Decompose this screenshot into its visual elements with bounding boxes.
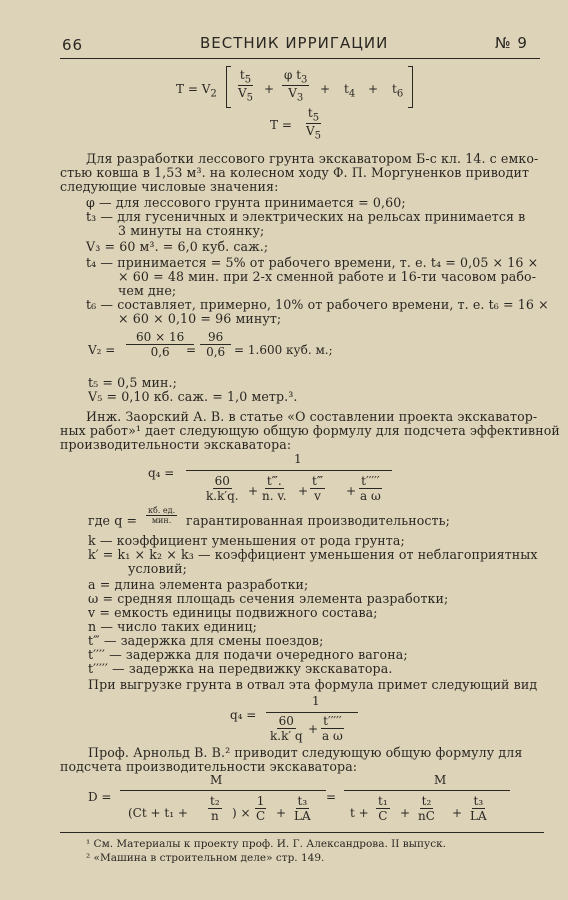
- legend-line: k′ = k₁ × k₂ × k₃ — коэффициент уменьшения от неблагоприятных: [88, 547, 538, 562]
- frac-t-aw: $\frac{t'''''}{\text{a ω}}$: [322, 714, 343, 743]
- left-bracket: [226, 66, 231, 108]
- paragraph-line: производительности экскаватора:: [60, 437, 292, 452]
- equals-sign: =: [326, 790, 337, 804]
- numerator-m: M: [210, 773, 223, 787]
- paragraph-line: Для разработки лессового грунта экскаватором Б-с кл. 14. с емко-: [86, 151, 539, 166]
- legend-line: k — коэффициент уменьшения от рода грунта;: [88, 533, 405, 548]
- page-number: 66: [62, 36, 84, 54]
- frac-t3-la: $\frac{\text{t₃}}{LA}$: [294, 794, 311, 823]
- formula-q4b-lhs: q₄ =: [230, 708, 257, 722]
- left-fraction-bar: [120, 790, 326, 791]
- plus-sign: +: [346, 484, 357, 498]
- value-line: 3 минуты на стоянку;: [118, 223, 265, 238]
- plus-sign: +: [308, 722, 319, 736]
- plus-sign: +: [400, 806, 411, 820]
- legend-line: ω = средняя площадь сечения элемента разработки;: [88, 591, 449, 606]
- frac-60x16: $\frac{60 \times 16}{0,6}$: [126, 330, 194, 359]
- footnote-rule: [60, 832, 544, 833]
- legend-line: t′′′′′ — задержка на передвижку экскаватора.: [88, 661, 393, 676]
- legend-line: v = емкость единицы подвижного состава;: [88, 605, 378, 620]
- frac-1-c: $\frac{1}{C}$: [256, 794, 266, 823]
- journal-title: ВЕСТНИК ИРРИГАЦИИ: [200, 34, 389, 52]
- plus-sign: +: [320, 82, 331, 96]
- plus-sign: +: [264, 82, 275, 96]
- value-line: чем дне;: [118, 283, 177, 298]
- value-line: t₅ = 0,5 мин.;: [88, 375, 177, 390]
- t4-term: $t_4$: [344, 82, 356, 100]
- plus-sign: +: [452, 806, 463, 820]
- frac-t5-v5-simple: $\frac{t_5}{V_5}$: [306, 106, 322, 142]
- issue-number: № 9: [495, 34, 528, 52]
- paragraph-line: ных работ»¹ дает следующую общую формулу для подсчета эффективной: [60, 423, 560, 438]
- right-fraction-bar: [344, 790, 510, 791]
- where-text: гарантированная производительность;: [186, 513, 450, 528]
- times-sign: ) ×: [232, 806, 251, 820]
- plus-sign: +: [276, 806, 287, 820]
- footnote: ¹ См. Материалы к проекту проф. И. Г. Александрова. II выпуск.: [86, 838, 446, 850]
- legend-line: a = длина элемента разработки;: [88, 577, 309, 592]
- frac-t1-c: $\frac{\text{t₁}}{C}$: [378, 794, 388, 823]
- paragraph-line: Инж. Заорский А. В. в статье «О составлении проекта экскаватор-: [86, 409, 538, 424]
- frac-t-aw: $\frac{t'''''}{\text{a ω}}$: [360, 474, 381, 503]
- where-prefix: где q =: [88, 513, 138, 528]
- main-fraction-bar: [266, 712, 358, 713]
- plus-sign: +: [298, 484, 309, 498]
- frac-phi-t3-v3: $\frac{\varphi t_3}{V_3}$: [284, 68, 308, 104]
- legend-line: t′′′′ — задержка для подачи очередного вагона;: [88, 647, 408, 662]
- formula-q4-lhs: q₄ =: [148, 466, 175, 480]
- paragraph-line: При выгрузке грунта в отвал эта формула примет следующий вид: [88, 677, 538, 692]
- frac-60-kkq: $\frac{60}{k.k' q}$: [270, 714, 303, 743]
- frac-t-nv: $\frac{t‴.}{n. v.}$: [262, 474, 287, 503]
- frac-t5-v5: $\frac{t_5}{V_5}$: [238, 68, 254, 104]
- footnote: ² «Машина в строительном деле» стр. 149.: [86, 852, 325, 864]
- formula-t-lhs: $T = V_2$: [176, 82, 217, 100]
- formula-v2-lhs: V₂ =: [88, 343, 116, 357]
- value-line: × 60 × 0,10 = 96 минут;: [118, 311, 282, 326]
- legend-line: t‴ — задержка для смены поездов;: [88, 633, 324, 648]
- main-fraction-bar: [186, 470, 392, 471]
- formula-t2-lhs: T =: [270, 118, 292, 132]
- legend-line: условий;: [128, 561, 187, 576]
- paragraph-line: стью ковша в 1,53 м³. на колесном ходу Ф. П. Моргуненков приводит: [60, 165, 530, 180]
- value-line: V₅ = 0,10 кб. саж. = 1,0 метр.³.: [88, 389, 298, 404]
- header-rule: [60, 58, 540, 59]
- value-line: t₄ — принимается = 5% от рабочего времени, т. е. t₄ = 0,05 × 16 ×: [86, 255, 539, 270]
- t6-term: $t_6$: [392, 82, 404, 100]
- frac-t2-nc: $\frac{\text{t₂}}{nC}$: [418, 794, 435, 823]
- right-denominator: t +: [350, 806, 369, 820]
- paragraph-line: следующие числовые значения:: [60, 179, 279, 194]
- left-denominator: (Ct + t₁ +: [128, 806, 188, 820]
- frac-t2-n: $\frac{\text{t₂}}{n}$: [210, 794, 220, 823]
- formula-d-lhs: D =: [88, 790, 112, 804]
- unit-fraction: $\frac{кб. ед.}{\text{мин.}}$: [148, 506, 176, 525]
- paragraph-line: подсчета производительности экскаватора:: [60, 759, 358, 774]
- numerator-one: 1: [294, 452, 302, 466]
- plus-sign: +: [368, 82, 379, 96]
- frac-96: $\frac{96}{0,6}$: [200, 330, 231, 359]
- right-bracket: [408, 66, 413, 108]
- frac-t-v: $\frac{t‴}{v}$: [312, 474, 324, 503]
- value-line: φ — для лессового грунта принимается = 0,60;: [86, 195, 406, 210]
- value-line: t₃ — для гусеничных и электрических на рельсах принимается в: [86, 209, 526, 224]
- value-line: t₆ — составляет, примерно, 10% от рабочего времени, т. е. t₆ = 16 ×: [86, 297, 549, 312]
- plus-sign: +: [248, 484, 259, 498]
- value-line: × 60 = 48 мин. при 2-х сменной работе и 16-ти часовом рабо-: [118, 269, 537, 284]
- formula-v2-rhs: = 1.600 куб. м.;: [234, 343, 333, 357]
- legend-line: n — число таких единиц;: [88, 619, 257, 634]
- numerator-one: 1: [312, 694, 320, 708]
- equals-sign: =: [186, 343, 197, 357]
- numerator-m: M: [434, 773, 447, 787]
- paragraph-line: Проф. Арнольд В. В.² приводит следующую общую формулу для: [88, 745, 523, 760]
- frac-t3-la: $\frac{\text{t₃}}{LA}$: [470, 794, 487, 823]
- value-line: V₃ = 60 м³. = 6,0 куб. саж.;: [86, 239, 269, 254]
- frac-60-kkq: $\frac{60}{k.k'q.}$: [206, 474, 239, 503]
